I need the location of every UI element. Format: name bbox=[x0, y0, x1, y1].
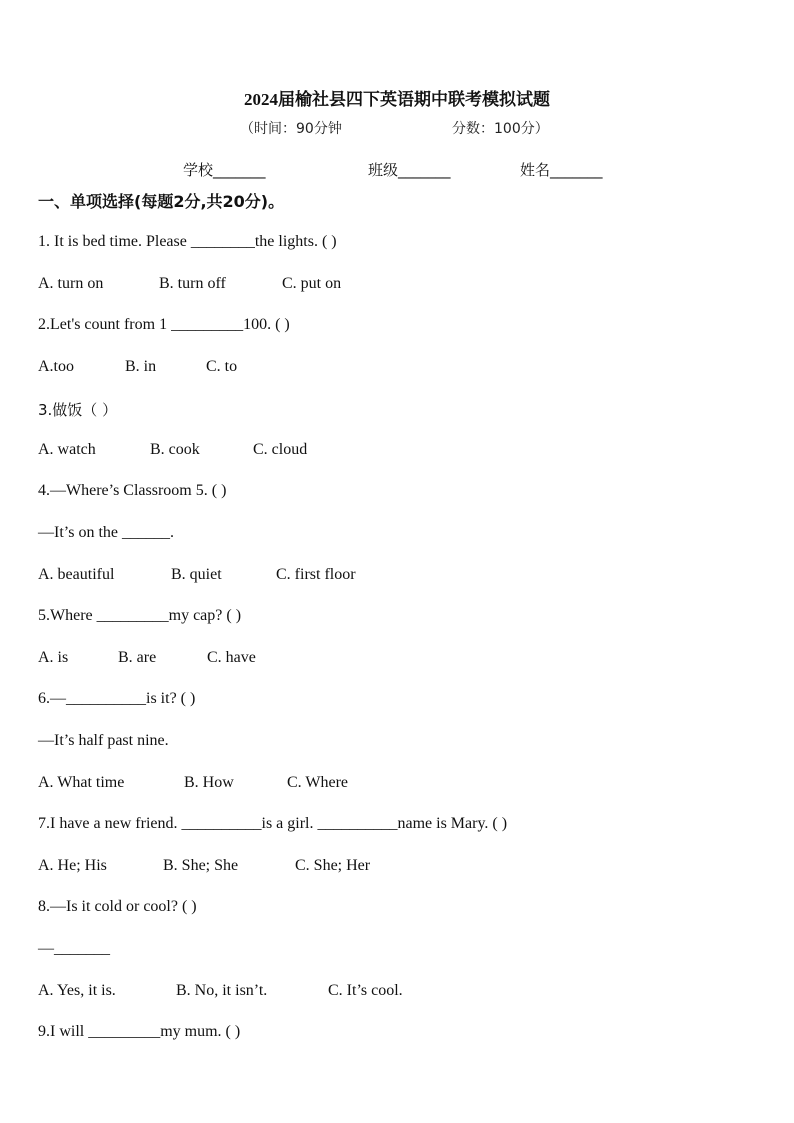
q5-option-b: B. are bbox=[118, 649, 157, 666]
q4-option-a: A. beautiful bbox=[38, 566, 115, 583]
q5-option-a: A. is bbox=[38, 649, 69, 666]
q6-option-a: A. What time bbox=[38, 774, 125, 791]
exam-score: 分数：100分） bbox=[452, 121, 549, 137]
page-title: 2024届榆社县四下英语期中联考模拟试题 bbox=[244, 90, 550, 109]
q6-option-b: B. How bbox=[184, 774, 234, 791]
question-7: 7.I have a new friend. __________is a girl. __________name is Mary. ( ) bbox=[38, 815, 508, 832]
question-9: 9.I will _________my mum. ( ) bbox=[38, 1023, 241, 1040]
q8-option-b: B. No, it isn’t. bbox=[176, 982, 268, 999]
question-2: 2.Let's count from 1 _________100. ( ) bbox=[38, 316, 290, 333]
q7-option-b: B. She; She bbox=[163, 857, 239, 874]
q2-option-c: C. to bbox=[206, 358, 238, 375]
name-field: 姓名_______ bbox=[520, 161, 603, 179]
q7-option-a: A. He; His bbox=[38, 857, 107, 874]
q6-option-c: C. Where bbox=[287, 774, 349, 791]
q2-option-a: A.too bbox=[38, 358, 74, 375]
question-5: 5.Where _________my cap? ( ) bbox=[38, 607, 242, 624]
question-6: 6.—__________is it? ( ) bbox=[38, 690, 196, 707]
q1-option-c: C. put on bbox=[282, 275, 342, 292]
question-4: 4.—Where’s Classroom 5. ( ) bbox=[38, 482, 227, 499]
school-field: 学校_______ bbox=[183, 161, 266, 179]
question-8: 8.—Is it cold or cool? ( ) bbox=[38, 898, 197, 915]
question-3: 3.做饭（ ） bbox=[38, 401, 118, 419]
q4-option-c: C. first floor bbox=[276, 566, 356, 583]
q3-option-b: B. cook bbox=[150, 441, 200, 458]
q7-option-c: C. She; Her bbox=[295, 857, 371, 874]
q3-option-c: C. cloud bbox=[253, 441, 308, 458]
q5-option-c: C. have bbox=[207, 649, 256, 666]
q4-option-b: B. quiet bbox=[171, 566, 222, 583]
q8-option-a: A. Yes, it is. bbox=[38, 982, 116, 999]
question-1: 1. It is bed time. Please ________the lights. ( ) bbox=[38, 233, 337, 250]
question-8-answer-line: —_______ bbox=[38, 940, 110, 957]
question-4-answer-line: —It’s on the ______. bbox=[38, 524, 174, 541]
q1-option-a: A. turn on bbox=[38, 275, 104, 292]
section-heading: 一、单项选择(每题2分,共20分)。 bbox=[38, 192, 285, 211]
exam-time: （时间：90分钟 bbox=[240, 121, 342, 137]
q3-option-a: A. watch bbox=[38, 441, 96, 458]
q8-option-c: C. It’s cool. bbox=[328, 982, 403, 999]
q2-option-b: B. in bbox=[125, 358, 157, 375]
q1-option-b: B. turn off bbox=[159, 275, 226, 292]
class-field: 班级_______ bbox=[368, 161, 451, 179]
question-6-answer-line: —It’s half past nine. bbox=[38, 732, 169, 749]
